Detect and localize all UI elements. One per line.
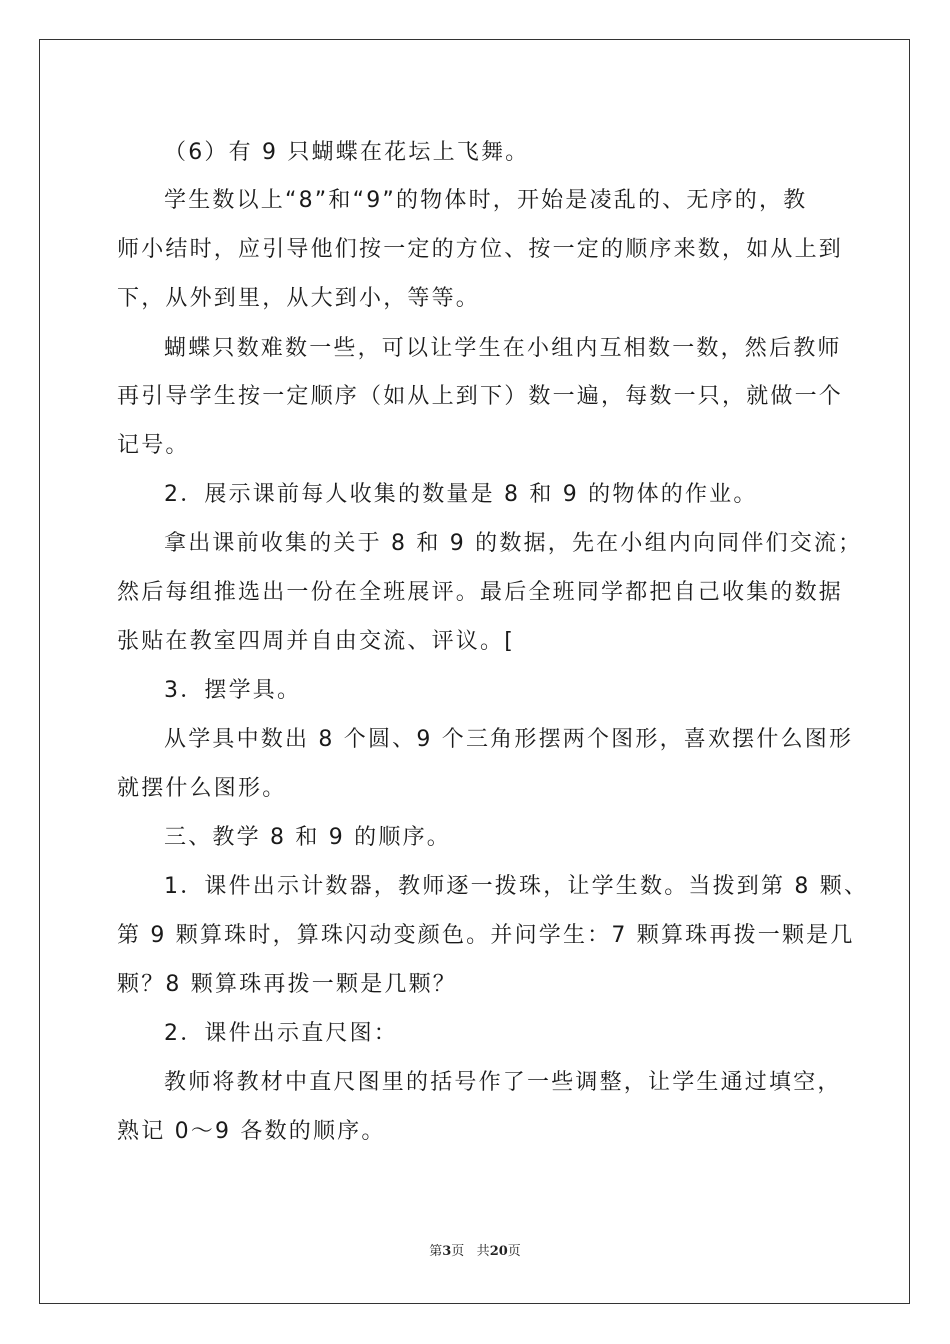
paragraph-line: 教师将教材中直尺图里的括号作了一些调整，让学生通过填空，: [164, 1070, 842, 1095]
footer-page-number: 3: [442, 1244, 452, 1259]
paragraph-line: 拿出课前收集的关于 8 和 9 的数据，先在小组内向同伴们交流；: [164, 531, 863, 556]
paragraph-line: 然后每组推选出一份在全班展评。最后全班同学都把自己收集的数据: [117, 580, 844, 605]
footer-total-prefix: 共: [476, 1244, 490, 1259]
footer-total-suffix: 页: [507, 1244, 521, 1259]
paragraph-line: 师小结时，应引导他们按一定的方位、按一定的顺序来数，如从上到: [117, 237, 844, 262]
paragraph-line: 熟记 0～9 各数的顺序。: [117, 1119, 386, 1144]
paragraph-line: 1．课件出示计数器，教师逐一拨珠，让学生数。当拨到第 8 颗、: [164, 874, 869, 899]
paragraph-line: 颗？8 颗算珠再拨一颗是几颗？: [117, 972, 457, 997]
paragraph-line: 学生数以上“8”和“9”的物体时，开始是凌乱的、无序的，教: [164, 188, 808, 213]
paragraph-line: 下，从外到里，从大到小，等等。: [117, 286, 481, 311]
footer-page-suffix: 页: [451, 1244, 465, 1259]
paragraph-line: 张贴在教室四周并自由交流、评议。[: [117, 629, 515, 654]
footer-total-pages: 20: [489, 1244, 508, 1259]
paragraph-line: 再引导学生按一定顺序（如从上到下）数一遍，每数一只，就做一个: [117, 384, 844, 409]
paragraph-line: 蝴蝶只数难数一些，可以让学生在小组内互相数一数，然后教师: [164, 336, 842, 361]
footer-page-prefix: 第: [429, 1244, 443, 1259]
paragraph-line: 就摆什么图形。: [117, 776, 287, 801]
paragraph-line: 三、教学 8 和 9 的顺序。: [164, 825, 451, 850]
paragraph-line: 3．摆学具。: [164, 678, 302, 703]
paragraph-line: 从学具中数出 8 个圆、9 个三角形摆两个图形，喜欢摆什么图形: [164, 727, 854, 752]
paragraph-line: 2．展示课前每人收集的数量是 8 和 9 的物体的作业。: [164, 482, 758, 507]
page-footer: [0, 1240, 950, 1259]
page-border: [39, 39, 910, 1304]
paragraph-line: 记号。: [117, 433, 190, 458]
paragraph-line: 第 9 颗算珠时，算珠闪动变颜色。并问学生：7 颗算珠再拨一颗是几: [117, 923, 855, 948]
paragraph-line: 2．课件出示直尺图：: [164, 1021, 398, 1046]
paragraph-line: （6）有 9 只蝴蝶在花坛上飞舞。: [164, 140, 530, 165]
